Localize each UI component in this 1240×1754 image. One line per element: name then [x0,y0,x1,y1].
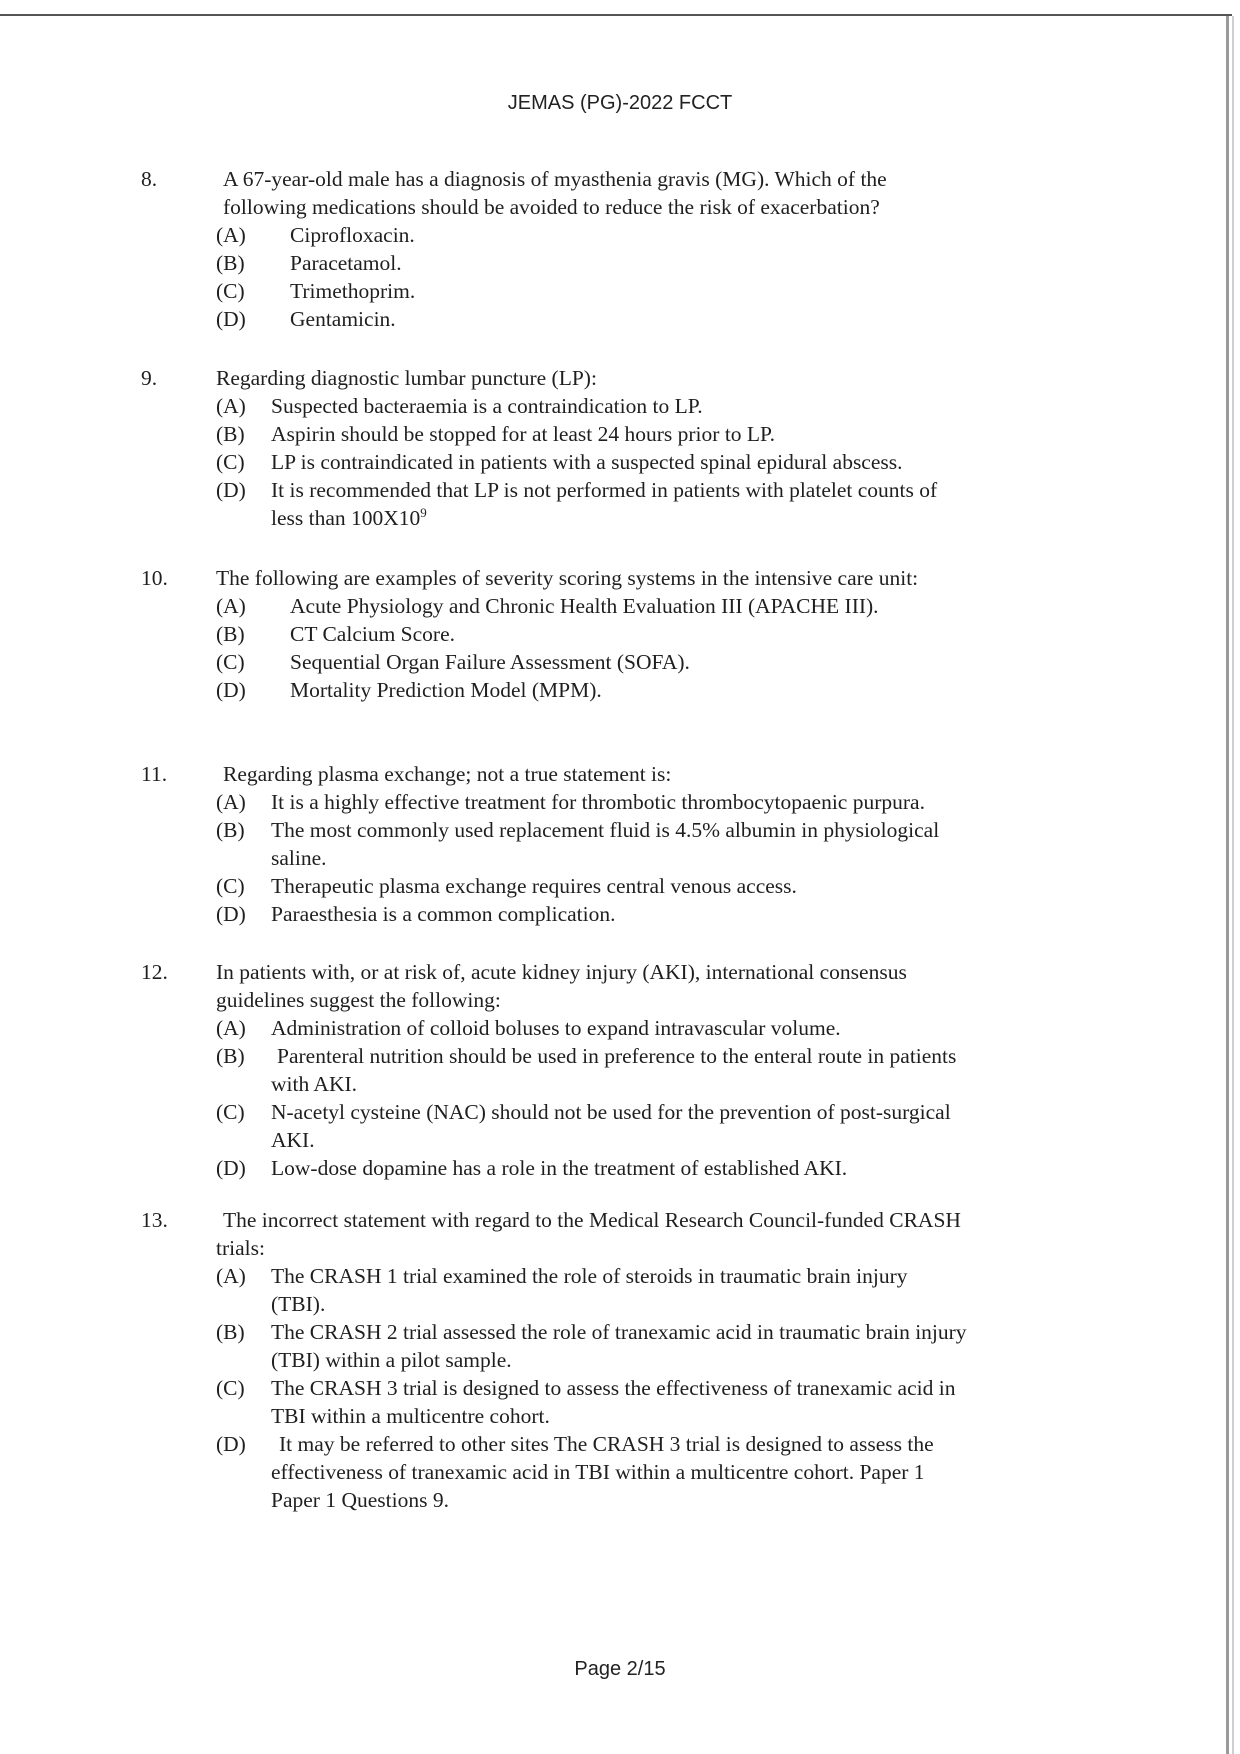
superscript-exponent: 9 [420,504,427,520]
question-number: 10. [141,566,168,590]
question-stem: The incorrect statement with regard to the Medical Research Council-funded CRASH trials: [216,1208,961,1260]
question-number: 8. [141,167,158,191]
question-number: 11. [141,762,168,786]
question-stem: Regarding plasma exchange; not a true statement is: [223,762,672,786]
question-number: 13. [141,1208,168,1232]
scan-edge-line-secondary [1232,16,1234,1754]
question-stem: Regarding diagnostic lumbar puncture (LP): [216,366,597,390]
scan-edge-line [1226,16,1229,1754]
question-stem: The following are examples of severity scoring systems in the intensive care unit: [216,566,919,590]
question-stem: A 67-year-old male has a diagnosis of myasthenia gravis (MG). Which of the following medications should be avoided to reduce the risk of exacerbation? [223,167,887,219]
question-number: 12. [141,960,168,984]
question-stem: In patients with, or at risk of, acute kidney injury (AKI), international consensus guidelines suggest the following: [216,960,907,1012]
page-header: JEMAS (PG)-2022 FCCT [507,92,733,114]
top-border-line [0,14,1232,16]
question-number: 9. [141,366,158,390]
page-number: Page 2/15 [574,1658,666,1680]
